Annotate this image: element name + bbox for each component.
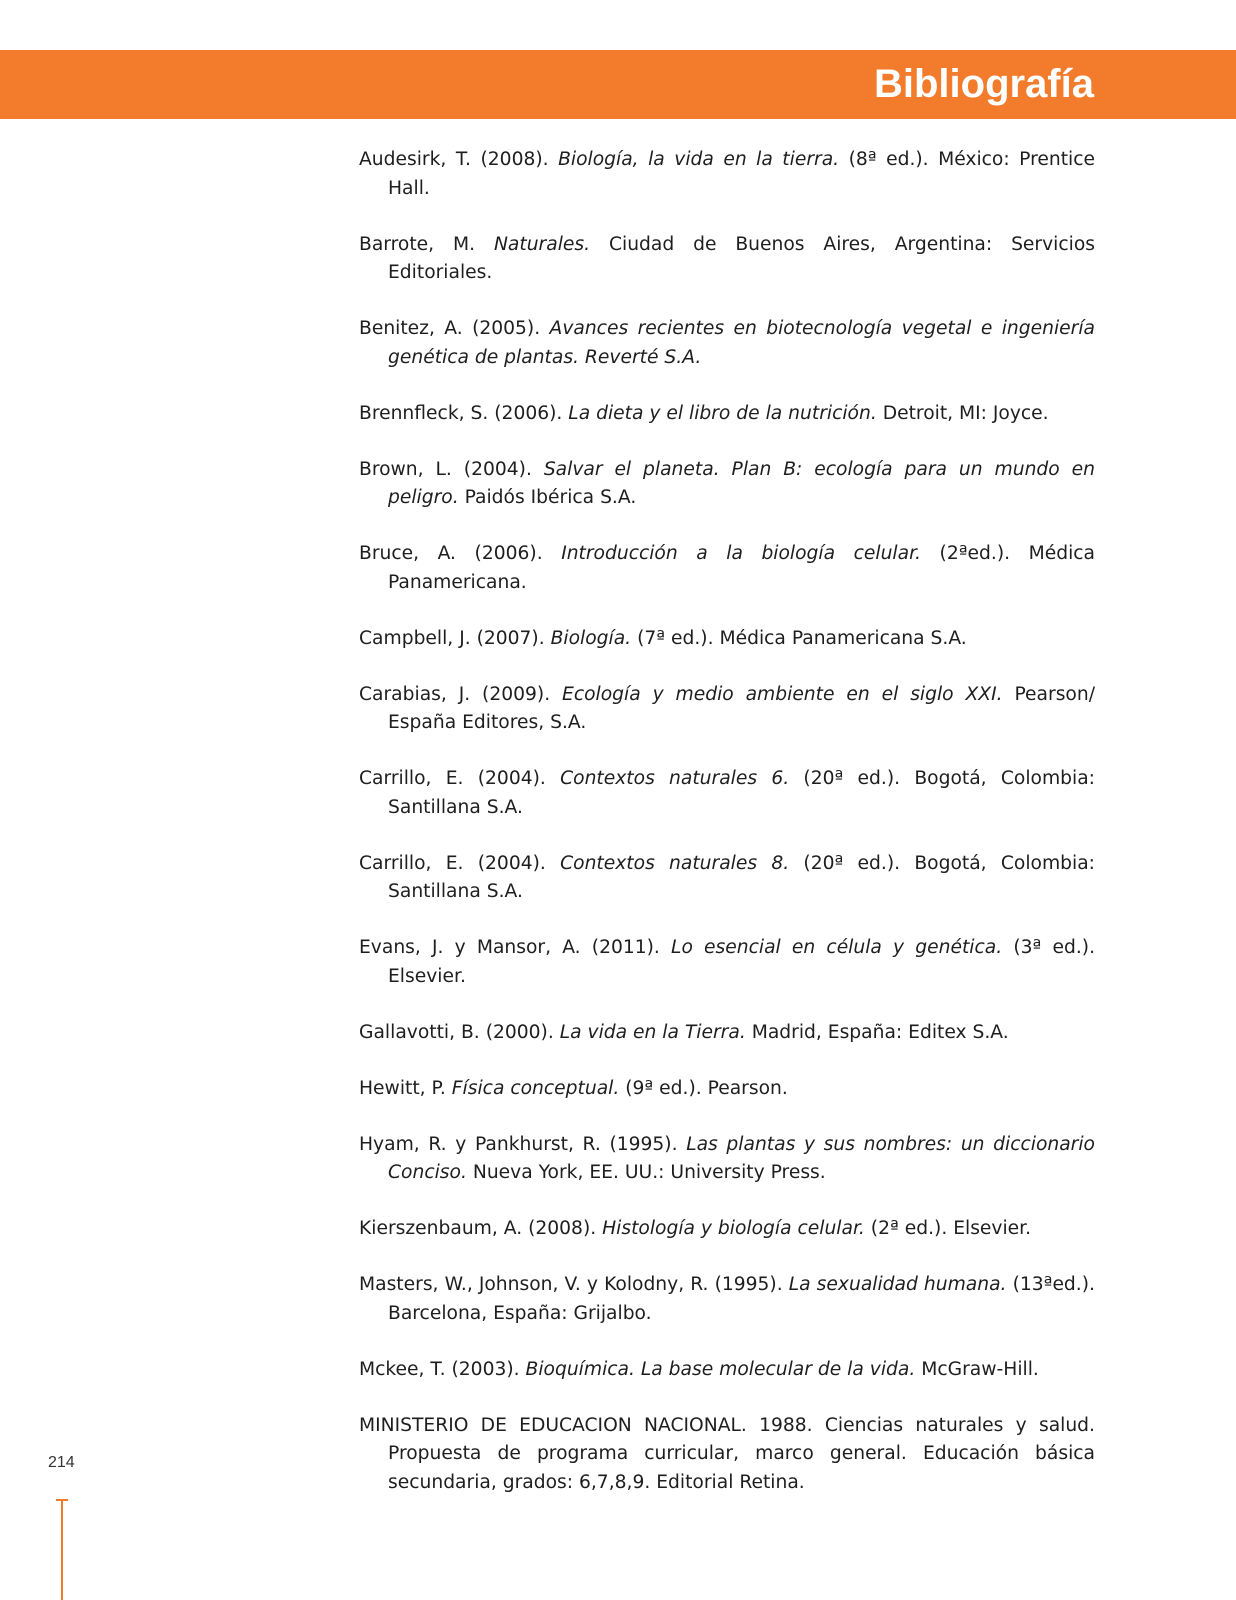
entry-title: Avances recientes en biotecnología vegetal e ingeniería genética de plantas. Reverté S.A. xyxy=(388,318,1095,368)
entry-title: Ecología y medio ambiente en el siglo XXI. xyxy=(562,683,1003,705)
entry-publication: (13ªed.). Barcelona, España: Grijalbo. xyxy=(388,1274,1095,1324)
entry-publication: Nueva York, EE. UU.: University Press. xyxy=(466,1162,826,1183)
entry-title: Histología y biología celular. xyxy=(602,1218,865,1239)
entry-title: Salvar el planeta. Plan B: ecología para un mundo en peligro. xyxy=(388,458,1095,508)
bibliography-entry xyxy=(359,1019,1095,1048)
bibliography-entry xyxy=(359,400,1095,429)
entry-title: Biología, la vida en la tierra. xyxy=(558,149,840,170)
entry-publication: (3ª ed.). Elsevier. xyxy=(388,937,1096,987)
entry-publication: (8ª ed.). México: Prentice Hall. xyxy=(388,149,1096,199)
entry-publication: (2ª ed.). Elsevier. xyxy=(864,1218,1032,1239)
entry-publication: (20ª ed.). Bogotá, Colombia: Santillana S.A. xyxy=(388,768,1095,818)
bibliography-entry xyxy=(359,850,1095,907)
bibliography-entry xyxy=(359,456,1095,513)
entry-publication: (20ª ed.). Bogotá, Colombia: Santillana S.A. xyxy=(388,852,1095,902)
entry-author: Hyam, R. y Pankhurst, R. (1995). xyxy=(359,1133,687,1155)
entry-author: Benitez, A. (2005). xyxy=(359,318,550,339)
bibliography-entry xyxy=(359,231,1095,288)
entry-title: Naturales. xyxy=(493,233,591,255)
entry-title: Contextos naturales 6. xyxy=(560,768,790,789)
entry-author: Masters, W., Johnson, V. y Kolodny, R. (1995). xyxy=(359,1274,789,1295)
entry-publication: (2ªed.). Médica Panamericana. xyxy=(388,543,1095,593)
bibliography-entry xyxy=(359,1215,1095,1244)
entry-author: Mckee, T. (2003). xyxy=(359,1358,526,1380)
bibliography-list xyxy=(359,146,1095,1525)
entry-title: Contextos naturales 8. xyxy=(560,852,790,874)
entry-author: Carrillo, E. (2004). xyxy=(359,852,561,874)
bibliography-entry xyxy=(359,765,1095,822)
bibliography-entry xyxy=(359,1131,1095,1188)
bibliography-entry xyxy=(359,1075,1095,1104)
entry-author: Hewitt, P. xyxy=(359,1077,452,1099)
bibliography-entry xyxy=(359,934,1095,991)
entry-publication: (7ª ed.). Médica Panamericana S.A. xyxy=(631,627,967,649)
entry-author: Barrote, M. xyxy=(359,233,494,255)
entry-author: Brown, L. (2004). xyxy=(359,458,544,480)
entry-publication: Detroit, MI: Joyce. xyxy=(876,402,1049,424)
entry-publication: McGraw-Hill. xyxy=(915,1358,1039,1380)
bibliography-entry xyxy=(359,681,1095,738)
entry-publication: Pearson/ España Editores, S.A. xyxy=(388,683,1095,733)
entry-title: Las plantas y sus nombres: un diccionario Conciso. xyxy=(388,1133,1095,1183)
bibliography-entry xyxy=(359,146,1095,203)
bibliography-entry xyxy=(359,540,1095,597)
margin-rule xyxy=(61,1500,63,1600)
entry-title: Física conceptual. xyxy=(451,1077,620,1099)
entry-publication: Madrid, España: Editex S.A. xyxy=(745,1021,1009,1043)
entry-title: La dieta y el libro de la nutrición. xyxy=(568,402,877,424)
entry-author: Gallavotti, B. (2000). xyxy=(359,1021,560,1043)
bibliography-entry xyxy=(359,1271,1095,1328)
entry-title: Biología. xyxy=(550,627,632,649)
page-number: 214 xyxy=(48,1454,75,1471)
entry-author: Evans, J. y Mansor, A. (2011). xyxy=(359,937,672,958)
entry-title: Bioquímica. La base molecular de la vida. xyxy=(525,1358,916,1380)
entry-title: La vida en la Tierra. xyxy=(559,1021,746,1043)
header-band xyxy=(0,50,1236,119)
entry-author: Kierszenbaum, A. (2008). xyxy=(359,1218,603,1239)
entry-author: Carabias, J. (2009). xyxy=(359,683,563,705)
entry-author: Bruce, A. (2006). xyxy=(359,543,562,564)
entry-author: Audesirk, T. (2008). xyxy=(359,149,559,170)
page-title: Bibliografía xyxy=(873,62,1094,106)
entry-publication: (9ª ed.). Pearson. xyxy=(619,1077,788,1099)
entry-publication: Paidós Ibérica S.A. xyxy=(458,487,637,508)
bibliography-entry xyxy=(359,1356,1095,1385)
entry-title: Introducción a la biología celular. xyxy=(561,543,921,564)
entry-publication: Ciudad de Buenos Aires, Argentina: Servicios Editoriales. xyxy=(388,233,1095,283)
bibliography-entry xyxy=(359,1412,1095,1498)
entry-author: Campbell, J. (2007). xyxy=(359,627,551,649)
entry-title: Lo esencial en célula y genética. xyxy=(671,937,1003,958)
entry-author: Carrillo, E. (2004). xyxy=(359,768,561,789)
entry-author: MINISTERIO DE EDUCACION NACIONAL. 1988. Ciencias naturales y salud. Propuesta de programa curricular, marco general. Educación básica secundaria, grados: 6,7,8,9. Editorial Retina. xyxy=(359,1414,1095,1493)
entry-title: La sexualidad humana. xyxy=(788,1274,1007,1295)
bibliography-entry xyxy=(359,625,1095,654)
bibliography-entry xyxy=(359,315,1095,372)
entry-author: Brennfleck, S. (2006). xyxy=(359,402,569,424)
